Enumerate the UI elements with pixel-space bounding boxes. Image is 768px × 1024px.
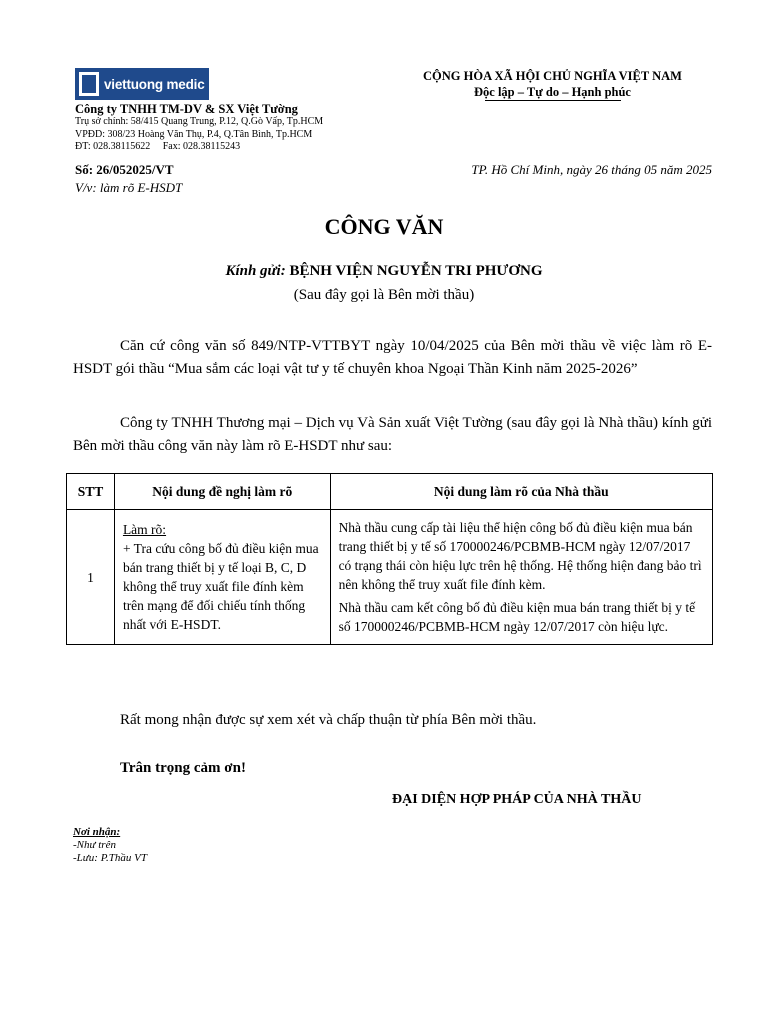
document-title: CÔNG VĂN xyxy=(324,214,444,239)
recipients-title: Nơi nhận: xyxy=(73,826,121,838)
request-text: + Tra cứu công bố đủ điều kiện mua bán trang thiết bị y tế loại B, C, D không thể truy xuất file đính kèm trên mạng để đối chiếu tính thống nhất với E-HSDT. xyxy=(122,541,319,632)
closing-thanks: Trân trọng cảm ơn! xyxy=(120,760,246,776)
body-paragraph-2: Công ty TNHH Thương mại – Dịch vụ Và Sản xuất Việt Tường (sau đây gọi là Nhà thầu) kính gửi Bên mời thầu công văn này làm rõ E-HSDT như sau: xyxy=(73,415,712,454)
document-subject: V/v: làm rõ E-HSDT xyxy=(75,180,183,195)
logo-square-icon xyxy=(79,72,99,96)
cell-stt: 1 xyxy=(67,510,115,645)
table-header-row xyxy=(67,474,713,510)
list-item: -Như trên xyxy=(73,839,116,851)
cell-answer xyxy=(330,510,712,645)
document-date: TP. Hồ Chí Minh, ngày 26 tháng 05 năm 2025 xyxy=(471,162,712,177)
closing-sentence: Rất mong nhận được sự xem xét và chấp thuận từ phía Bên mời thầu. xyxy=(120,712,537,728)
header-stt: STT xyxy=(67,474,115,510)
logo-text: viettuong medic xyxy=(104,76,205,92)
request-heading: Làm rõ: xyxy=(122,522,167,537)
recipients-list xyxy=(73,826,147,865)
company-logo xyxy=(75,68,209,100)
table-row xyxy=(67,510,713,645)
motto-underline xyxy=(485,100,621,101)
clarification-table xyxy=(66,473,713,645)
answer-paragraph-1: Nhà thầu cung cấp tài liệu thể hiện công bố đủ điều kiện mua bán trang thiết bị y tế số 170000246/PCBMB-HCM ngày 12/07/2017 có trạng thái còn hiệu lực trên hệ thống. Hệ thống hiện đang bảo trì nên không thể truy xuất file đính kèm. xyxy=(338,520,702,592)
answer-paragraph-2: Nhà thầu cam kết công bố đủ điều kiện mua bán trang thiết bị y tế số 170000246/PCBMB-HCM ngày 12/07/2017 còn hiệu lực. xyxy=(338,600,696,634)
recipient-label: Kính gửi: xyxy=(225,263,286,279)
recipient-note: (Sau đây gọi là Bên mời thầu) xyxy=(293,287,475,303)
nation-title: CỘNG HÒA XÃ HỘI CHỦ NGHĨA VIỆT NAM xyxy=(423,69,682,83)
company-info xyxy=(75,102,395,154)
body-paragraph-1: Căn cứ công văn số 849/NTP-VTTBYT ngày 10/04/2025 của Bên mời thầu về việc làm rõ E-HSDT gói thầu “Mua sắm các loại vật tư y tế chuyên khoa Ngoại Thần Kinh năm 2025-2026” xyxy=(73,338,712,377)
signature-heading: ĐẠI DIỆN HỢP PHÁP CỦA NHÀ THẦU xyxy=(392,792,642,807)
list-item: -Lưu: P.Thầu VT xyxy=(73,852,147,864)
company-address-office: VPĐD: 308/23 Hoàng Văn Thụ, P.4, Q.Tân Bình, Tp.HCM xyxy=(75,128,313,140)
document-number: Số: 26/052025/VT xyxy=(75,162,174,177)
company-phone-fax: ĐT: 028.38115622 Fax: 028.38115243 xyxy=(75,141,241,152)
national-heading xyxy=(380,68,725,101)
company-address-main: Trụ sở chính: 58/415 Quang Trung, P.12, Q.Gò Vấp, Tp.HCM xyxy=(75,116,324,127)
recipient-name: BỆNH VIỆN NGUYỄN TRI PHƯƠNG xyxy=(289,263,543,279)
header-request: Nội dung đề nghị làm rõ xyxy=(114,474,330,510)
company-name: Công ty TNHH TM-DV & SX Việt Tường xyxy=(75,102,298,116)
nation-motto: Độc lập – Tự do – Hạnh phúc xyxy=(474,85,631,99)
header-answer: Nội dung làm rõ của Nhà thầu xyxy=(330,474,712,510)
recipient-line xyxy=(0,263,768,280)
cell-request xyxy=(114,510,330,645)
